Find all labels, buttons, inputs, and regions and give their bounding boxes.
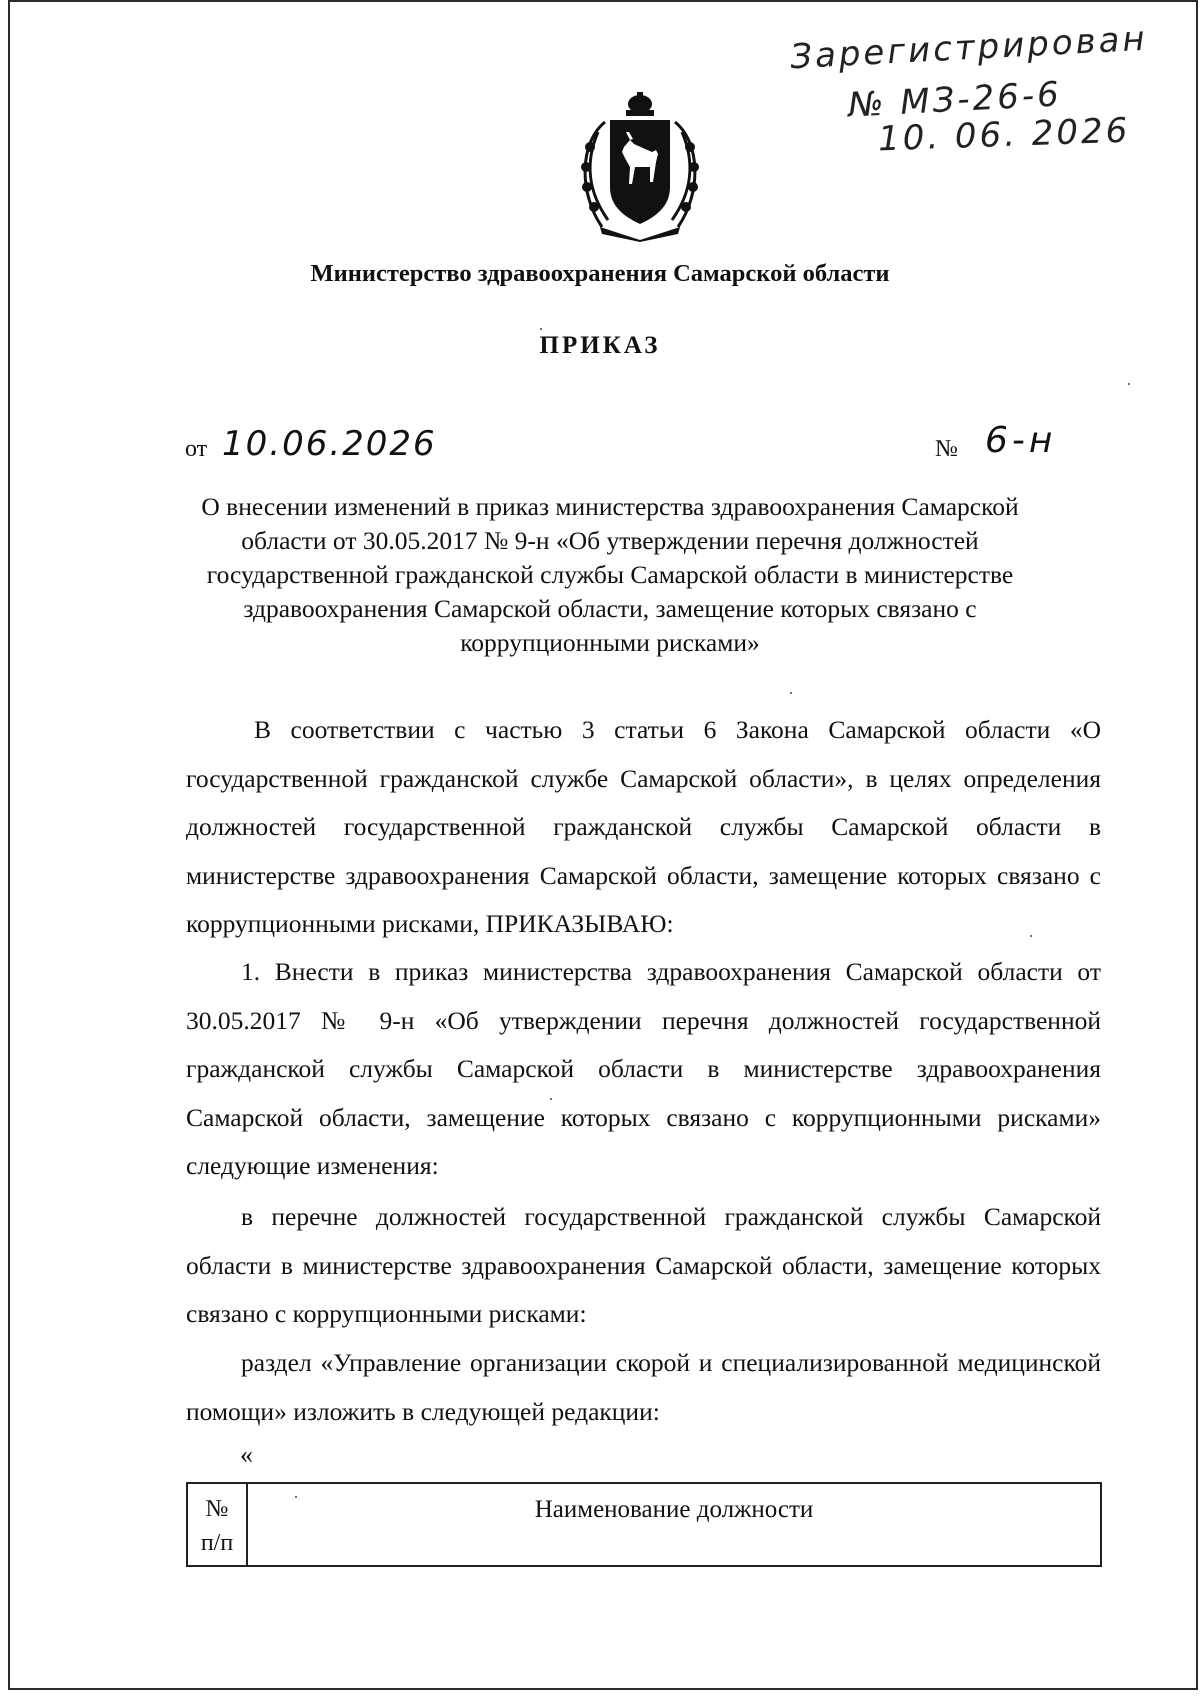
table-header-number: [188, 1484, 248, 1565]
handwritten-date: 10.06.2026: [222, 424, 437, 464]
positions-table-header: [186, 1482, 1102, 1567]
scan-speck: [540, 328, 542, 330]
registration-note-line2: № МЗ-26-6: [847, 74, 1063, 126]
body-paragraph-preamble: В соответствии с частью 3 статьи 6 Закона Самарской области «О государственной гражданской службе Самарской области», в целях определения должностей государственной гражданской службы Самарской области в министерстве здравоохранения Самарской области, замещение которых связано с коррупционными рисками, ПРИКАЗЫВАЮ:: [186, 715, 1101, 938]
scan-speck: [790, 692, 792, 694]
handwritten-number: 6-н: [985, 420, 1057, 461]
body-paragraph-list-intro: в перечне должностей государственной гражданской службы Самарской области в министерстве здравоохранения Самарской области, замещение которых связано с коррупционными рисками:: [186, 1202, 1101, 1328]
registration-note-line1: Зарегистрирован: [789, 18, 1149, 78]
document-title: О внесении изменений в приказ министерства здравоохранения Самарской области от 30.05.2017 № 9-н «Об утверждении перечня должностей государственной гражданской службы Самарской области в министерстве здравоохранения Самарской области, замещение которых связано с коррупционными рисками»: [201, 492, 1019, 657]
scan-speck: [295, 1496, 297, 1498]
number-label: №: [935, 436, 958, 462]
samara-coat-of-arms-icon: [560, 92, 720, 242]
registration-note-date: 10. 06. 2026: [877, 110, 1131, 160]
date-label: от: [185, 436, 208, 462]
document-type: ПРИКАЗ: [539, 332, 661, 359]
page-border-top: [8, 0, 1198, 2]
scan-speck: [550, 1098, 552, 1100]
page-border-right: [1196, 0, 1198, 1690]
scan-speck: [1030, 935, 1032, 937]
quote-open-mark: «: [240, 1440, 253, 1469]
body-paragraph-item-1: 1. Внести в приказ министерства здравоохранения Самарской области от 30.05.2017 № 9-н «Об утверждении перечня должностей государственной гражданской службы Самарской области в министерстве здравоохранения Самарской области, замещение которых связано с коррупционными рисками» следующие изменения:: [186, 957, 1101, 1180]
table-header-position-name: Наименование должности: [534, 1496, 814, 1523]
page-border-left: [8, 0, 10, 1690]
ministry-name: Министерство здравоохранения Самарской области: [310, 260, 890, 287]
table-header-number-symbol: №: [205, 1496, 229, 1522]
page-border-bottom: [8, 1688, 1198, 1690]
body-paragraph-section: раздел «Управление организации скорой и специализированной медицинской помощи» изложить в следующей редакции:: [186, 1348, 1101, 1426]
scan-speck: [1128, 383, 1130, 385]
table-header-number-pp: п/п: [200, 1530, 234, 1556]
